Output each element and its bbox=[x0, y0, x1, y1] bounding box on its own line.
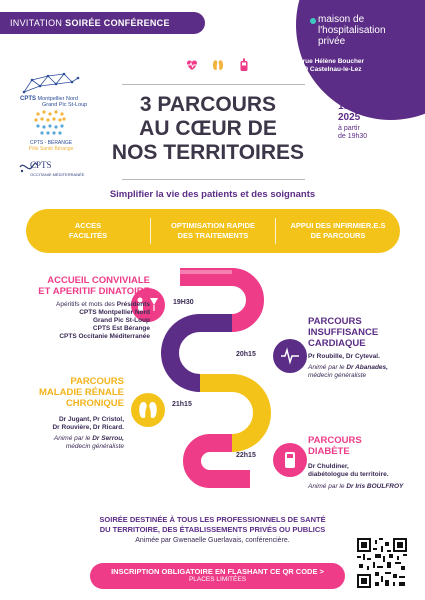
renale-title2: MALADIE RÉNALE bbox=[39, 387, 124, 398]
venue-name-line: l'hospitalisation bbox=[318, 25, 386, 36]
diabete-speakers1: Dr Chuldiner, bbox=[308, 463, 349, 470]
title-line: AU CŒUR DE bbox=[139, 117, 277, 140]
title-line: NOS TERRITOIRES bbox=[111, 141, 305, 164]
venue-address-line1: 288 rue Hélène Boucher bbox=[290, 58, 365, 65]
cpts-berange-logo-icon bbox=[30, 108, 70, 138]
diabete-speakers2: diabétologue du territoire. bbox=[308, 471, 389, 478]
accueil-title2: ET APERITIF DINATOIRE bbox=[38, 286, 150, 297]
date-time: de 19h30 bbox=[338, 133, 368, 140]
footer-host: Animée par Gwenaelle Guerlavais, conférencière. bbox=[135, 537, 290, 544]
cardiaque-speakers: Pr Roubille, Dr Cyteval. bbox=[308, 353, 380, 360]
cpts-sub2: Grand Pic St-Loup bbox=[42, 102, 88, 108]
ribbon-bold: SOIRÉE CONFÉRENCE bbox=[65, 18, 170, 28]
anim-prefix: Animé par le bbox=[308, 364, 345, 371]
diabete-title2: DIABÈTE bbox=[308, 446, 350, 457]
footer-line1: SOIRÉE DESTINÉE À TOUS LES PROFESSIONNELS DE SANTÉ bbox=[99, 515, 326, 524]
pillar-line: OPTIMISATION RAPIDE bbox=[170, 221, 256, 230]
pillar-line: APPUI DES INFIRMIER.E.S bbox=[290, 221, 386, 230]
cardiaque-anim bbox=[308, 364, 418, 372]
date-day: MARDI bbox=[338, 90, 371, 101]
time-accueil: 19H30 bbox=[173, 299, 194, 306]
section-diabete bbox=[308, 435, 418, 491]
venue-name-line: privée bbox=[318, 36, 346, 47]
page-title bbox=[108, 93, 308, 165]
subtitle: Simplifier la vie des patients et des soignants bbox=[109, 189, 316, 200]
renale-title3: CHRONIQUE bbox=[65, 398, 124, 409]
title-line: 3 PARCOURS bbox=[139, 93, 277, 116]
footer-audience bbox=[0, 515, 425, 535]
title-divider-bottom bbox=[122, 179, 305, 180]
renale-title1: PARCOURS bbox=[70, 376, 124, 387]
cardiaque-title3: CARDIAQUE bbox=[308, 338, 366, 349]
pillar-item bbox=[26, 221, 150, 241]
accueil-title1: ACCUEIL CONVIVIALE bbox=[47, 275, 150, 286]
qr-code-icon[interactable] bbox=[357, 538, 407, 588]
cpts-sub1: Montpellier Nord bbox=[37, 96, 78, 102]
berange-line1: CPTS - BÉRANGE bbox=[29, 140, 73, 146]
pillar-item bbox=[151, 221, 275, 241]
date-from: à partir bbox=[338, 125, 360, 132]
pillar-line: DE PARCOURS bbox=[310, 231, 366, 240]
section-cardiaque bbox=[308, 316, 418, 380]
venue-name-line: maison de bbox=[318, 14, 365, 25]
renale-anim-role: médecin généraliste bbox=[65, 443, 124, 450]
registration-button[interactable] bbox=[90, 563, 345, 589]
renale-speakers2: Dr Rouvière, Dr Ricard. bbox=[52, 424, 124, 431]
anim-name: Dr Serrou, bbox=[92, 435, 124, 442]
anim-name: Dr Iris BOULFROY bbox=[346, 483, 404, 490]
accueil-body2: CPTS Montpellier Nord bbox=[79, 309, 150, 316]
cpts-berange-caption bbox=[25, 140, 77, 152]
pillar-line: ACCES bbox=[74, 221, 102, 230]
cta-line2: PLACES LIMITÉES bbox=[188, 576, 247, 583]
time-renale: 21h15 bbox=[172, 401, 192, 408]
footer-line2: DU TERRITOIRE, DES ÉTABLISSEMENTS PRIVÉS OU PUBLICS bbox=[99, 525, 326, 534]
accueil-body1: Apéritifs et mots des bbox=[56, 301, 115, 308]
theme-icons bbox=[185, 58, 251, 72]
kidney-icon bbox=[211, 58, 225, 72]
cardiaque-anim-role: médecin généraliste bbox=[308, 372, 367, 379]
venue-block bbox=[290, 14, 418, 73]
glucometer-icon bbox=[237, 58, 251, 72]
venue-address-line2: 34170 Castelnau-le-Lez bbox=[290, 66, 362, 73]
diabete-title1: PARCOURS bbox=[308, 435, 362, 446]
berange-line2: Pôle Santé Bérange bbox=[28, 146, 74, 152]
cpts-occitanie-name: CPTS bbox=[30, 160, 52, 170]
cardiaque-title2: INSUFFISANCE bbox=[308, 327, 379, 338]
date-date: 13 MAI bbox=[338, 101, 371, 112]
cpts-occitanie-sub: OCCITANIE MÉDITERRANÉE bbox=[30, 172, 85, 177]
title-divider-top bbox=[122, 84, 305, 85]
anim-prefix: Animé par le bbox=[308, 483, 345, 490]
section-accueil bbox=[20, 275, 150, 341]
bubble-cardiaque bbox=[273, 339, 307, 373]
time-diabete: 22h15 bbox=[236, 452, 256, 459]
accueil-body bbox=[20, 301, 150, 309]
cpts-montpellier-caption bbox=[20, 96, 87, 108]
pillars-band bbox=[26, 209, 400, 253]
renale-anim bbox=[20, 435, 124, 443]
invitation-ribbon bbox=[0, 12, 205, 34]
accueil-body4: CPTS Est Bérange bbox=[92, 325, 150, 332]
heart-pulse-icon bbox=[185, 58, 199, 72]
bubble-diabete bbox=[273, 443, 307, 477]
event-date bbox=[338, 90, 398, 141]
cardiaque-title1: PARCOURS bbox=[308, 316, 362, 327]
cpts-name: CPTS bbox=[20, 96, 37, 102]
venue-dot bbox=[310, 18, 316, 24]
ribbon-prefix: INVITATION bbox=[10, 18, 63, 28]
anim-prefix: Animé par le bbox=[53, 435, 91, 442]
section-renale bbox=[20, 376, 124, 451]
cpts-montpellier-logo-icon bbox=[20, 70, 80, 96]
venue-address bbox=[290, 58, 420, 74]
time-cardiaque: 20h15 bbox=[236, 351, 256, 358]
pillar-item bbox=[276, 221, 400, 241]
diabete-anim bbox=[308, 483, 418, 491]
cta-line1: INSCRIPTION OBLIGATOIRE EN FLASHANT CE QR CODE > bbox=[111, 567, 324, 576]
accueil-body1b: Présidents bbox=[116, 301, 150, 308]
pillar-line: FACILITÉS bbox=[68, 231, 108, 240]
date-year: 2025 bbox=[338, 112, 361, 123]
anim-name: Dr Abanades, bbox=[346, 364, 388, 371]
accueil-body5: CPTS Occitanie Méditerranée bbox=[59, 333, 150, 340]
renale-speakers1: Dr Jugant, Pr Cristol, bbox=[58, 416, 124, 423]
accueil-body3: Grand Pic St-Loup bbox=[92, 317, 150, 324]
bubble-renale bbox=[131, 393, 165, 427]
pillar-line: DES TRAITEMENTS bbox=[177, 231, 249, 240]
